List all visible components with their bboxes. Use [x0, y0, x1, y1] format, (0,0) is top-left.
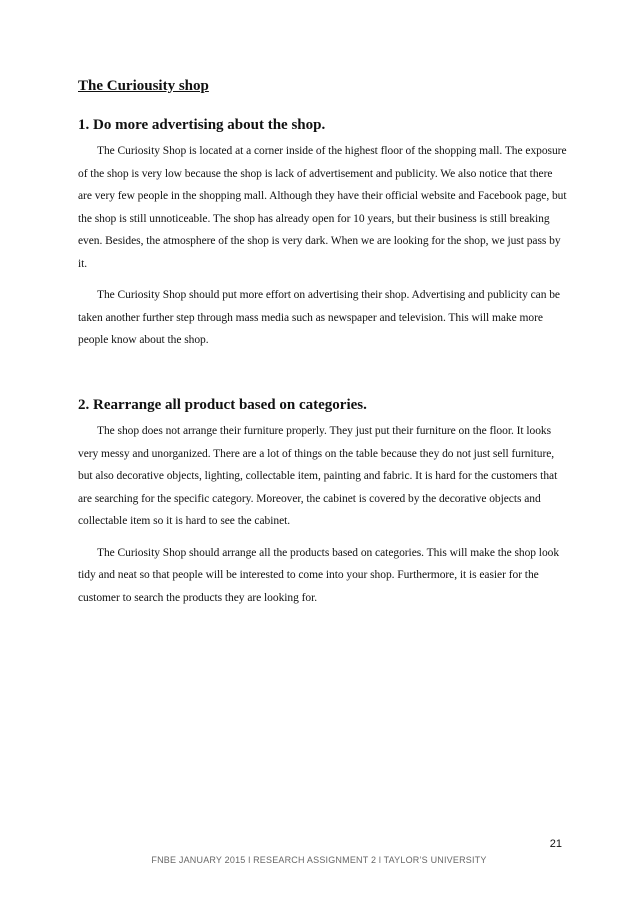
- paragraph: The Curiosity Shop should put more effort on advertising their shop. Advertising and publicity can be taken another further step through mass media such as newspaper and television. This will make more people know about the shop.: [78, 289, 560, 346]
- page-footer: FNBE JANUARY 2015 l RESEARCH ASSIGNMENT 2 l TAYLOR’S UNIVERSITY: [151, 855, 487, 865]
- section-heading: 2. Rearrange all product based on categories.: [78, 397, 367, 413]
- paragraph: The shop does not arrange their furniture properly. They just put their furniture on the floor. It looks very messy and unorganized. There are a lot of things on the table because they do not just sell furniture, but also decorative objects, lighting, collectable item, painting and fabric. It is hard for the customers that are searching for the specific category. Moreover, the cabinet is covered by the decorative objects and collectable item so it is hard to see the cabinet.: [78, 425, 558, 527]
- section-rearrange: [78, 397, 568, 618]
- section-heading: 1. Do more advertising about the shop.: [78, 117, 326, 133]
- page-title: The Curiousity shop: [78, 78, 209, 94]
- section-advertising: [78, 117, 568, 361]
- paragraph: The Curiosity Shop should arrange all the products based on categories. This will make the shop look tidy and neat so that people will be interested to come into your shop. Furthermore, it is easier for the customer to search the products they are looking for.: [78, 546, 560, 604]
- paragraph: The Curiosity Shop is located at a corner inside of the highest floor of the shopping mall. The exposure of the shop is very low because the shop is lack of advertisement and publicity. We also notice that there are very few people in the shopping mall. Although they have their official website and Facebook page, but the shop is still unnoticeable. The shop has already open for 10 years, but their business is still breaking even. Besides, the atmosphere of the shop is very dark. When we are looking for the shop, we just pass by it.: [78, 145, 567, 270]
- page-number: 21: [549, 838, 562, 850]
